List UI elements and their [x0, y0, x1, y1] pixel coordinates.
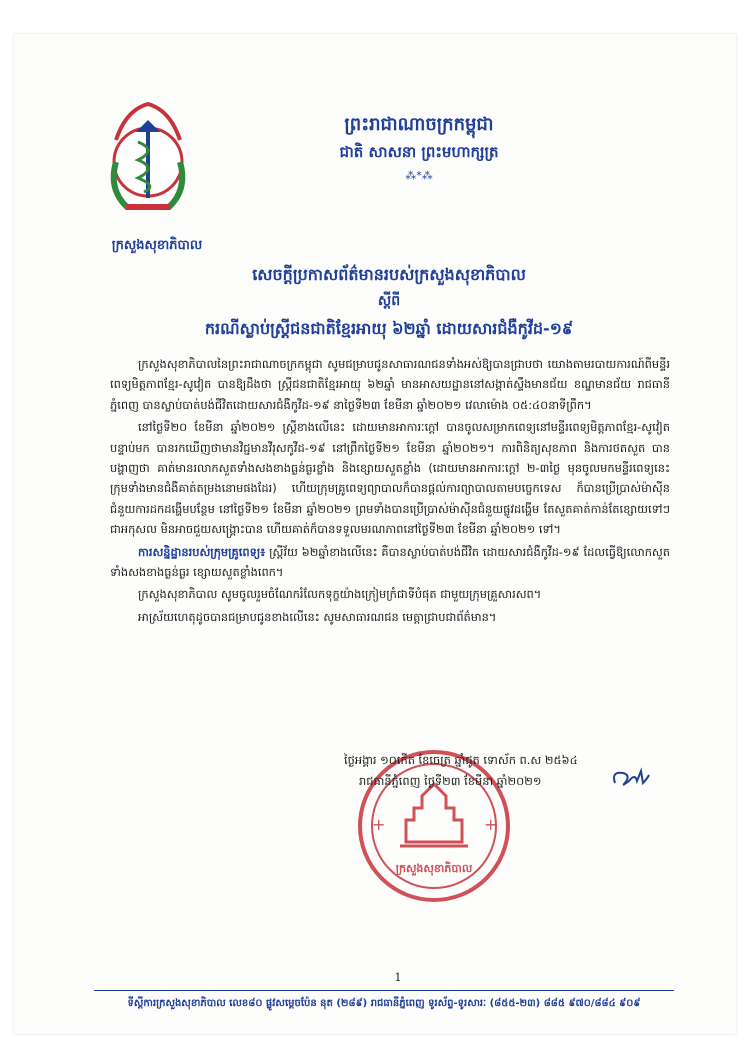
national-motto: ជាតិ សាសនា ព្រះមហាក្សត្រ — [339, 143, 499, 161]
letter-page — [14, 34, 736, 1034]
paragraph-condolence: ក្រសួងសុខាភិបាល សូមចូលរួមចំណែករំលែកទុក្ខយ៉ាងក្រៀមក្រំជាទីបំផុត ជាមួយក្រុមគ្រួសារសព។ — [138, 587, 542, 602]
paragraph-report: ក្រសួងសុខាភិបាលនៃព្រះរាជាណាចក្រកម្ពុជា សូមជម្រាបជូនសាធារណជនទាំងអស់ឱ្យបានជ្រាបថា យោងតាមរបាយការណ៍ពីមន្ទីរពេទ្យមិត្តភាពខ្មែរ-សូវៀត បានឱ្យដឹងថា ស្ត្រីជនជាតិខ្មែរអាយុ ៦២ឆ្នាំ មានអាសយដ្ឋាននៅសង្កាត់ស្ទឹងមានជ័យ ខណ្ឌមានជ័យ រាជធានីភ្នំពេញ បានស្លាប់បាត់បង់ជីវិតដោយសារជំងឺកូវីដ-១៩ នាថ្ងៃទី២៣ ខែមីនា ឆ្នាំ២០២១ វេលាម៉ោង ០៥:៤០នាទីព្រឹក។ — [110, 357, 670, 412]
svg-text:+: + — [372, 815, 386, 834]
announcement-subject-label: ស្តីពី — [377, 293, 401, 309]
official-seal — [354, 746, 514, 906]
ministry-emblem — [96, 80, 201, 230]
announcement-title: សេចក្តីប្រកាសព័ត៌មានរបស់ក្រសួងសុខាភិបាល — [252, 265, 526, 284]
announcement-subject: ករណីស្លាប់ស្ត្រីជនជាតិខ្មែរអាយុ ៦២ឆ្នាំ ដោយសារជំងឺកូវីដ-១៩ — [204, 319, 574, 338]
ministry-name: ក្រសួងសុខាភិបាល — [111, 238, 203, 253]
svg-text:ក្រសួងសុខាភិបាល: ក្រសួងសុខាភិបាល — [395, 862, 473, 875]
kingdom-heading: ព្រះរាជាណាចក្រកម្ពុជា — [344, 114, 494, 135]
footer-address: ទីស្តីការក្រសួងសុខាភិបាល លេខ៨០ ផ្លូវសម្តេចប៉ែន នុត (២៨៩) រាជធានីភ្នំពេញ ទូរស័ព្ទ-ទូរសារៈ (៨៥៥-២៣) ៨៨៥ ៩៧០/៨៨៤ ៩០៩ — [127, 998, 641, 1009]
conclusion-lead: ការសន្និដ្ឋានរបស់ក្រុមគ្រូពេទ្យ៖ — [138, 544, 266, 559]
solar-date: រាជធានីភ្នំពេញ ថ្ងៃទី២៣ ខែមីនា ឆ្នាំ២០២១ — [359, 774, 542, 788]
signature — [609, 767, 651, 789]
paragraph-closing: អាស្រ័យហេតុដូចបានជម្រាបជូនខាងលើនេះ សូមសាធារណជន មេត្តាជ្រាបជាព័ត៌មាន។ — [138, 609, 497, 624]
footer-divider — [94, 990, 674, 991]
announcement-body — [110, 354, 670, 629]
svg-text:+: + — [484, 815, 498, 834]
page-number: 1 — [394, 971, 402, 984]
paragraph-case-details: នៅថ្ងៃទី២០ ខែមីនា ឆ្នាំ២០២១ ស្ត្រីខាងលើនេះ ដោយមានអាការៈក្តៅ បានចូលសម្រាកពេទ្យនៅមន្ទីរពេទ្យមិត្តភាពខ្មែរ-សូវៀត បន្ទាប់មក បានរកឃើញថាមានវិជ្ជមានវីរុសកូវីដ-១៩ នៅព្រឹកថ្ងៃទី២១ ខែមីនា ឆ្នាំ២០២១។ ការពិនិត្យសុខភាព និងការថតសួត បានបង្ហាញថា គាត់មានរលាកសួតទាំងសងខាងធ្ងន់ធ្ងរខ្លាំង និងខ្សោយសួតខ្លាំង (ដោយមានអាការៈក្តៅ ២-៣ថ្ងៃ មុនចូលមកមន្ទីរពេទ្យនេះ ក្រុមទាំងមានជំងឺគាត់តម្រងនោមផងដែរ) ហើយក្រុមគ្រូពេទ្យព្យាបាលក៏បានផ្តល់ការព្យាបាលតាមបច្ចេកទេស ក៏បានប្រើប្រាស់ម៉ាស៊ីនជំនួយការដកដង្ហើមបន្ថែម នៅថ្ងៃទី២១ ខែមីនា ឆ្នាំ២០២១ ព្រមទាំងបានប្រើប្រាស់ម៉ាស៊ីនជំនួយផ្លូវដង្ហើម តែសួតគាត់កាន់តែខ្សោយទៅៗ ជាអកុសល មិនអាចជួយសង្គ្រោះបាន ហើយគាត់ក៏បានទទួលមរណភាពនៅថ្ងៃទី២៣ ខែមីនា ឆ្នាំ២០២១ ទៅ។ — [110, 420, 670, 537]
conclusion-text: ស្ត្រីវ័យ ៦២ឆ្នាំខាងលើនេះ គឺបានស្លាប់បាត់បង់ជីវិត ដោយសារជំងឺកូវីដ-១៩ ដែលធ្វើឱ្យលោកសួតទាំងសងខាងធ្ងន់ធ្ងរ ខ្សោយសួតខ្លាំងពេក។ — [110, 544, 670, 580]
ornament-divider: ⁂*⁂ — [405, 169, 433, 182]
lunar-date: ថ្ងៃអង្គារ ១០កើត ខែចេត្រ ឆ្នាំជូត ទោស័ក ព.ស ២៥៦៤ — [344, 753, 578, 767]
paragraph-conclusion — [110, 542, 670, 583]
